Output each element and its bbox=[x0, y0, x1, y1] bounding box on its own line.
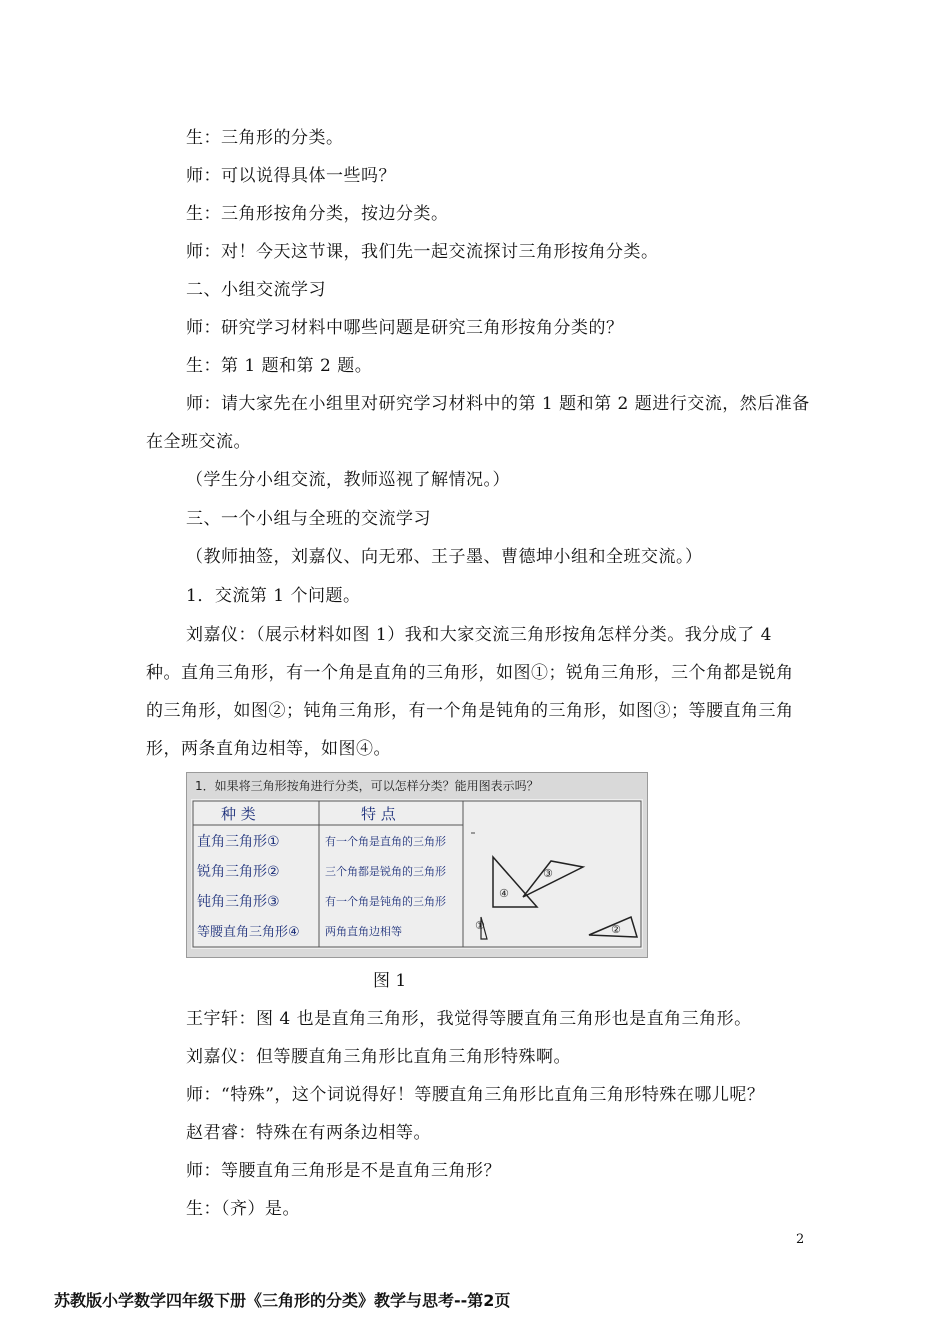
header-feature: 特 点 bbox=[361, 805, 396, 823]
paragraph-13: 刘嘉仪：（展示材料如图 1）我和大家交流三角形按角怎样分类。我分成了 4 种。直角三角形，有一个角是直角的三角形，如图①；锐角三角形，三个角都是锐角的三角形，如图②；钝角三角形，有一个角是钝角的三角形，如图③；等腰直角三角形，两条直角边相等，如图④。 bbox=[146, 625, 794, 759]
paragraph-16: 师：“特殊”，这个词说得好！等腰直角三角形比直角三角形特殊在哪儿呢？ bbox=[186, 1085, 765, 1105]
paragraph-19: 生：（齐）是。 bbox=[186, 1199, 300, 1219]
row-2-feature: 三个角都是锐角的三角形 bbox=[325, 865, 446, 878]
paragraph-12: 1．交流第 1 个问题。 bbox=[186, 586, 361, 606]
section-heading-3: 三、一个小组与全班的交流学习 bbox=[186, 509, 431, 529]
paragraph-7: 生：第 1 题和第 2 题。 bbox=[186, 356, 373, 376]
paragraph-2: 师：可以说得具体一些吗？ bbox=[186, 166, 396, 186]
paragraph-8: 师：请大家先在小组里对研究学习材料中的第 1 题和第 2 题进行交流，然后准备在全班交流。 bbox=[146, 394, 810, 452]
row-3-feature: 有一个角是钝角的三角形 bbox=[325, 895, 446, 908]
figure-caption: 图 1 bbox=[373, 971, 407, 991]
shape-label-3: ③ bbox=[543, 867, 553, 880]
page-number: 2 bbox=[796, 1232, 805, 1247]
paragraph-3: 生：三角形按角分类，按边分类。 bbox=[186, 204, 449, 224]
triangle-3 bbox=[523, 861, 583, 897]
row-1-feature: 有一个角是直角的三角形 bbox=[325, 835, 446, 848]
figure-table bbox=[191, 799, 643, 949]
row-4-feature: 两角直角边相等 bbox=[325, 925, 402, 938]
paragraph-1: 生：三角形的分类。 bbox=[186, 128, 344, 148]
paragraph-11: （教师抽签，刘嘉仪、向无邪、王子墨、曹德坤小组和全班交流。） bbox=[186, 547, 703, 567]
shape-label-1: ① bbox=[475, 919, 485, 932]
paragraph-15: 刘嘉仪：但等腰直角三角形比直角三角形特殊啊。 bbox=[186, 1047, 571, 1067]
paragraph-4: 师：对！今天这节课，我们先一起交流探讨三角形按角分类。 bbox=[186, 242, 659, 262]
row-1-kind: 直角三角形① bbox=[197, 834, 280, 850]
paragraph-18: 师：等腰直角三角形是不是直角三角形？ bbox=[186, 1161, 501, 1181]
paragraph-17: 赵君睿：特殊在有两条边相等。 bbox=[186, 1123, 431, 1143]
figure-1-scan bbox=[186, 772, 648, 958]
section-heading-2: 二、小组交流学习 bbox=[186, 280, 326, 300]
paragraph-6: 师：研究学习材料中哪些问题是研究三角形按角分类的？ bbox=[186, 318, 624, 338]
row-2-kind: 锐角三角形② bbox=[197, 864, 280, 880]
shape-label-4: ④ bbox=[499, 887, 509, 900]
paragraph-9: （学生分小组交流，教师巡视了解情况。） bbox=[186, 470, 510, 490]
figure-question: 1．如果将三角形按角进行分类，可以怎样分类？能用图表示吗？ bbox=[195, 779, 539, 793]
header-kind: 种 类 bbox=[221, 805, 256, 823]
shape-label-2: ② bbox=[611, 923, 621, 936]
paragraph-14: 王宇轩：图 4 也是直角三角形，我觉得等腰直角三角形也是直角三角形。 bbox=[186, 1009, 752, 1029]
row-3-kind: 钝角三角形③ bbox=[197, 894, 280, 910]
row-4-kind: 等腰直角三角形④ bbox=[197, 925, 300, 940]
page-footer: 苏教版小学数学四年级下册《三角形的分类》教学与思考--第2页 bbox=[54, 1291, 511, 1310]
